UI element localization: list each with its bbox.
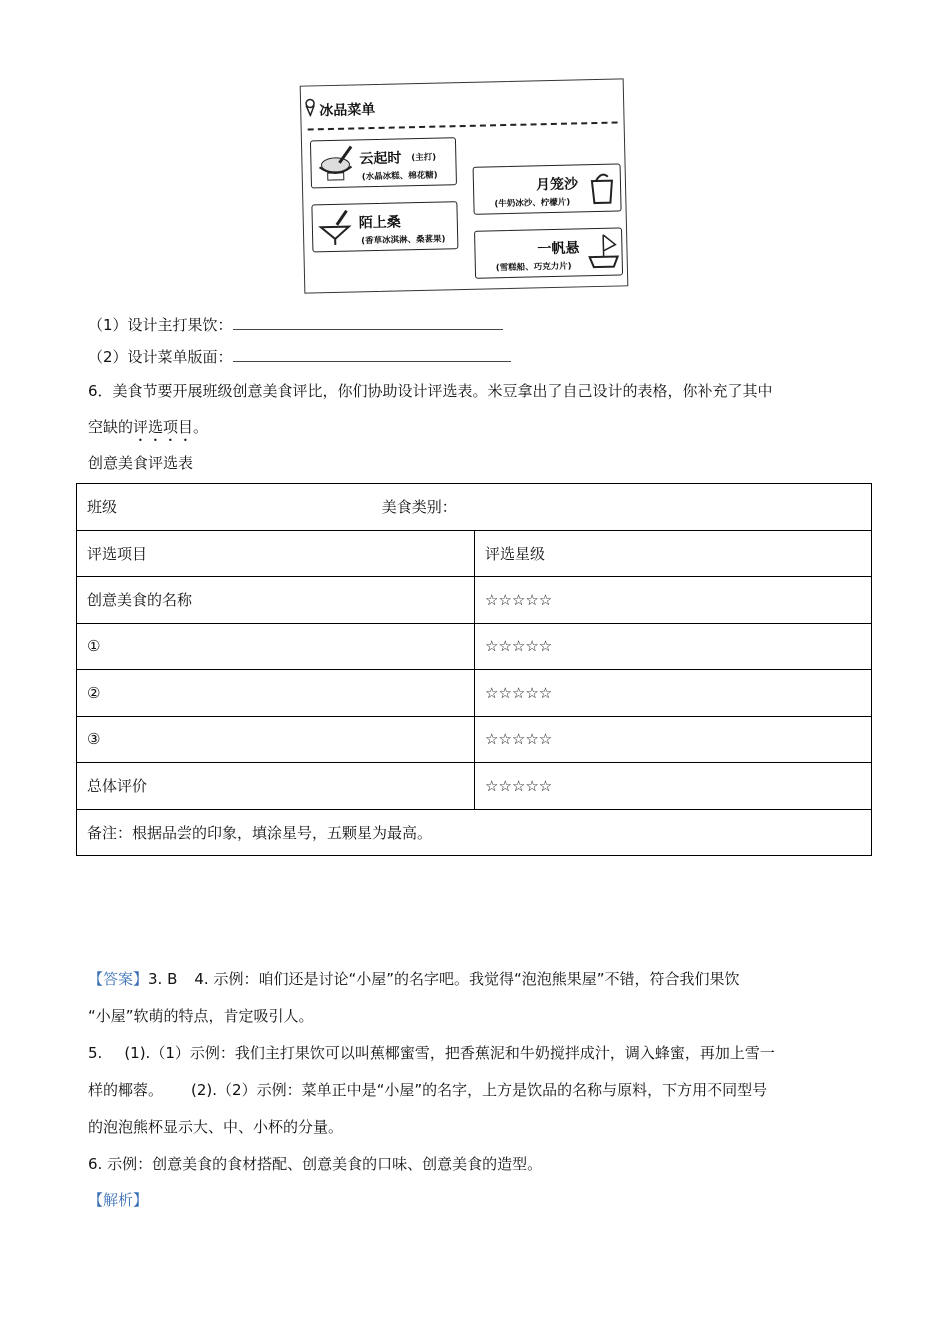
- answer-3: 3. B: [148, 970, 178, 988]
- class-label: 班级: [87, 498, 118, 517]
- table-note: 备注：根据品尝的印象，填涂星号，五颗星为最高。: [77, 809, 872, 856]
- menu-item-name: 月笼沙: [535, 176, 579, 194]
- answer-label: 【答案】: [88, 970, 149, 988]
- answer-blank[interactable]: [233, 347, 511, 362]
- class-cell: [77, 484, 872, 531]
- answer-line-3: [88, 1043, 775, 1063]
- answer-5-text2: （2）示例：菜单正中是“小屋”的名字，上方是饮品的名称与原料，下方用不同型号: [217, 1081, 768, 1099]
- task6-emphasis: 评选项目: [133, 418, 194, 436]
- table-header-row: [77, 484, 872, 531]
- answer-5-num: 5.: [88, 1044, 103, 1062]
- item-cell: 创意美食的名称: [77, 577, 475, 624]
- table-row: [77, 577, 872, 624]
- answer-5-text1-end: 样的椰蓉。: [88, 1081, 164, 1099]
- menu-item-tag: (主打): [411, 152, 437, 164]
- table-note-row: [77, 809, 872, 856]
- answer-5-sub1: (1).: [124, 1044, 151, 1062]
- item-cell: 总体评价: [77, 763, 475, 810]
- answer-4: 4. 示例：咱们还是讨论“小屋”的名字吧。我觉得“泡泡熊果屋”不错，符合我们果饮: [194, 970, 740, 988]
- task6-text-b: 空缺的: [88, 418, 134, 436]
- evaluation-table: [76, 483, 872, 856]
- item-cell[interactable]: ②: [77, 670, 475, 717]
- task5-q1-text: （1）设计主打果饮：: [88, 316, 233, 334]
- boat-icon: [587, 230, 620, 275]
- analysis-label: 【解析】: [88, 1191, 149, 1209]
- task6-text-b-line: [88, 417, 208, 445]
- menu-card-1: [310, 137, 457, 188]
- answer-5-sub2: (2).: [191, 1081, 218, 1099]
- answer-blank[interactable]: [233, 315, 503, 330]
- menu-item-name: 云起时: [359, 150, 402, 168]
- answer-line-5: 的泡泡熊杯显示大、中、小杯的分量。: [88, 1118, 344, 1136]
- menu-item-ingredients: (雪糕船、巧克力片): [495, 261, 572, 274]
- task5-q2-text: （2）设计菜单版面：: [88, 348, 233, 366]
- cup-icon: [588, 169, 617, 212]
- ice-menu-image: [300, 78, 629, 293]
- category-label: 美食类别：: [381, 498, 457, 517]
- star-rating[interactable]: ☆☆☆☆☆: [475, 763, 872, 810]
- col1-header: 评选项目: [77, 530, 475, 577]
- answer-line-6: 6. 示例：创意美食的食材搭配、创意美食的口味、创意美食的造型。: [88, 1155, 543, 1173]
- table-row: [77, 670, 872, 717]
- task6-text-a: 6．美食节要开展班级创意美食评比，你们协助设计评选表。米豆拿出了自己设计的表格，你补充了其中: [88, 382, 773, 400]
- menu-divider: [308, 121, 618, 130]
- menu-item-ingredients: (牛奶冰沙、柠檬片): [494, 197, 571, 210]
- table-row: [77, 763, 872, 810]
- menu-item-name: 一帆悬: [537, 240, 580, 258]
- menu-item-ingredients: (香草冰淇淋、桑葚果): [361, 234, 446, 247]
- item-cell[interactable]: ③: [77, 716, 475, 763]
- answer-5-text1: （1）示例：我们主打果饮可以叫蕉椰蜜雪，把香蕉泥和牛奶搅拌成汁，调入蜂蜜，再加上雪一: [150, 1044, 775, 1062]
- item-cell[interactable]: ①: [77, 623, 475, 670]
- ice-cream-icon: [305, 98, 315, 120]
- task5-q1: [88, 315, 503, 335]
- star-rating[interactable]: ☆☆☆☆☆: [475, 670, 872, 717]
- table-row: [77, 530, 872, 577]
- task5-q2: [88, 347, 511, 367]
- menu-item-name: 陌上桑: [358, 214, 401, 232]
- star-rating[interactable]: ☆☆☆☆☆: [475, 577, 872, 624]
- answer-line-1: [88, 969, 740, 989]
- menu-card-2: [473, 163, 622, 214]
- menu-card-3: [311, 201, 458, 252]
- sundae-icon: [316, 209, 353, 252]
- bowl-icon: [315, 144, 356, 187]
- star-rating[interactable]: ☆☆☆☆☆: [475, 623, 872, 670]
- table-row: [77, 623, 872, 670]
- task6-text-c: 。: [193, 418, 209, 436]
- menu-card-4: [474, 227, 623, 278]
- star-rating[interactable]: ☆☆☆☆☆: [475, 716, 872, 763]
- menu-title: 冰品菜单: [319, 101, 376, 120]
- menu-item-ingredients: (水晶冰糕、棉花糖): [361, 170, 438, 183]
- table-title: 创意美食评选表: [88, 454, 194, 472]
- answer-line-2: “小屋”软萌的特点，肯定吸引人。: [88, 1007, 314, 1025]
- table-row: [77, 716, 872, 763]
- answer-line-4: [88, 1080, 767, 1100]
- col2-header: 评选星级: [475, 530, 872, 577]
